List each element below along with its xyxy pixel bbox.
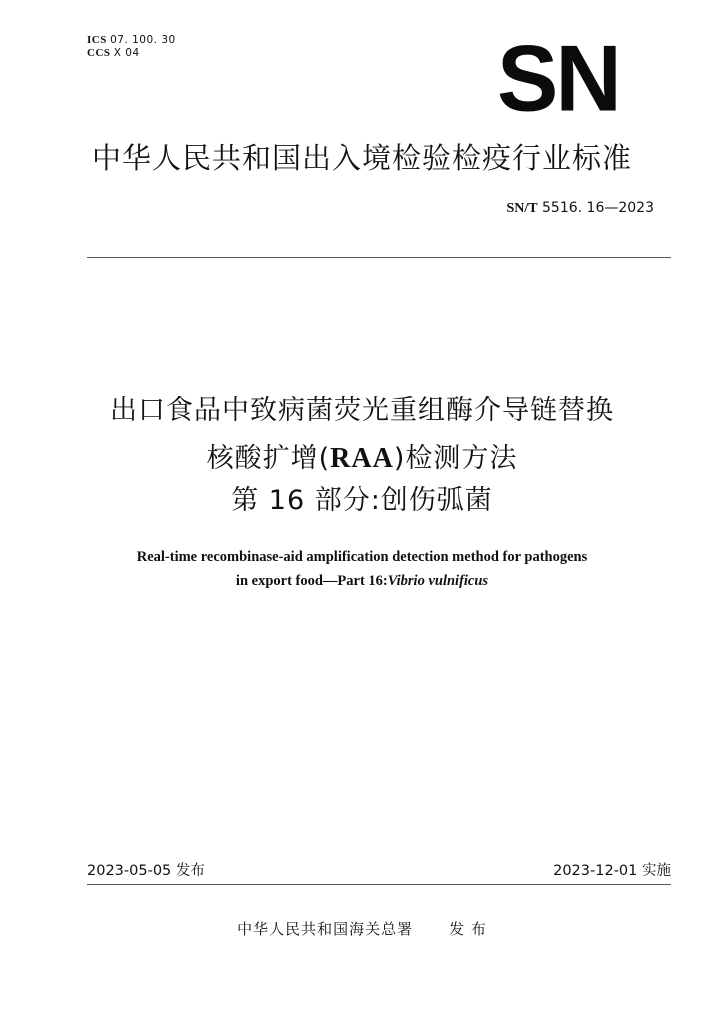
standard-number [506, 199, 654, 218]
standard-category-title: 中华人民共和国出入境检验检疫行业标准 [91, 141, 632, 175]
ics-label: ICS [87, 34, 107, 46]
ics-value: 07. 100. 30 [110, 34, 176, 46]
title-cn-raa: RAA [330, 443, 394, 474]
title-cn-line3: 第 16 部分:创伤弧菌 [231, 485, 493, 516]
ccs-label: CCS [87, 47, 111, 59]
ics-code [87, 34, 176, 46]
ccs-value: X 04 [113, 47, 140, 59]
title-cn-line1: 出口食品中致病菌荧光重组酶介导链替换 [110, 395, 614, 426]
title-cn-line2-a: 核酸扩增( [206, 443, 331, 474]
implement-date: 2023-12-01 实施 [553, 863, 671, 879]
ccs-code [87, 47, 140, 59]
title-en-line2 [0, 571, 724, 591]
issuer-name: 中华人民共和国海关总署 [237, 920, 414, 938]
title-en-line1: Real-time recombinase-aid amplification detection method for pathogens [136, 549, 588, 565]
title-cn-line2-b: )检测方法 [393, 443, 518, 474]
header-divider [87, 257, 671, 258]
issue-date: 2023-05-05 发布 [87, 863, 205, 879]
issuer [0, 919, 724, 939]
standard-number-value: 5516. 16—2023 [542, 200, 654, 216]
footer-divider [87, 884, 671, 885]
sn-logo: SN [497, 26, 619, 131]
title-en-line2-plain: in export food—Part 16: [235, 573, 388, 589]
title-cn-line2 [0, 442, 724, 476]
title-en-species: Vibrio vulnificus [387, 573, 489, 589]
issuer-action: 发 布 [449, 920, 487, 938]
standard-number-prefix: SN/T [506, 201, 538, 216]
